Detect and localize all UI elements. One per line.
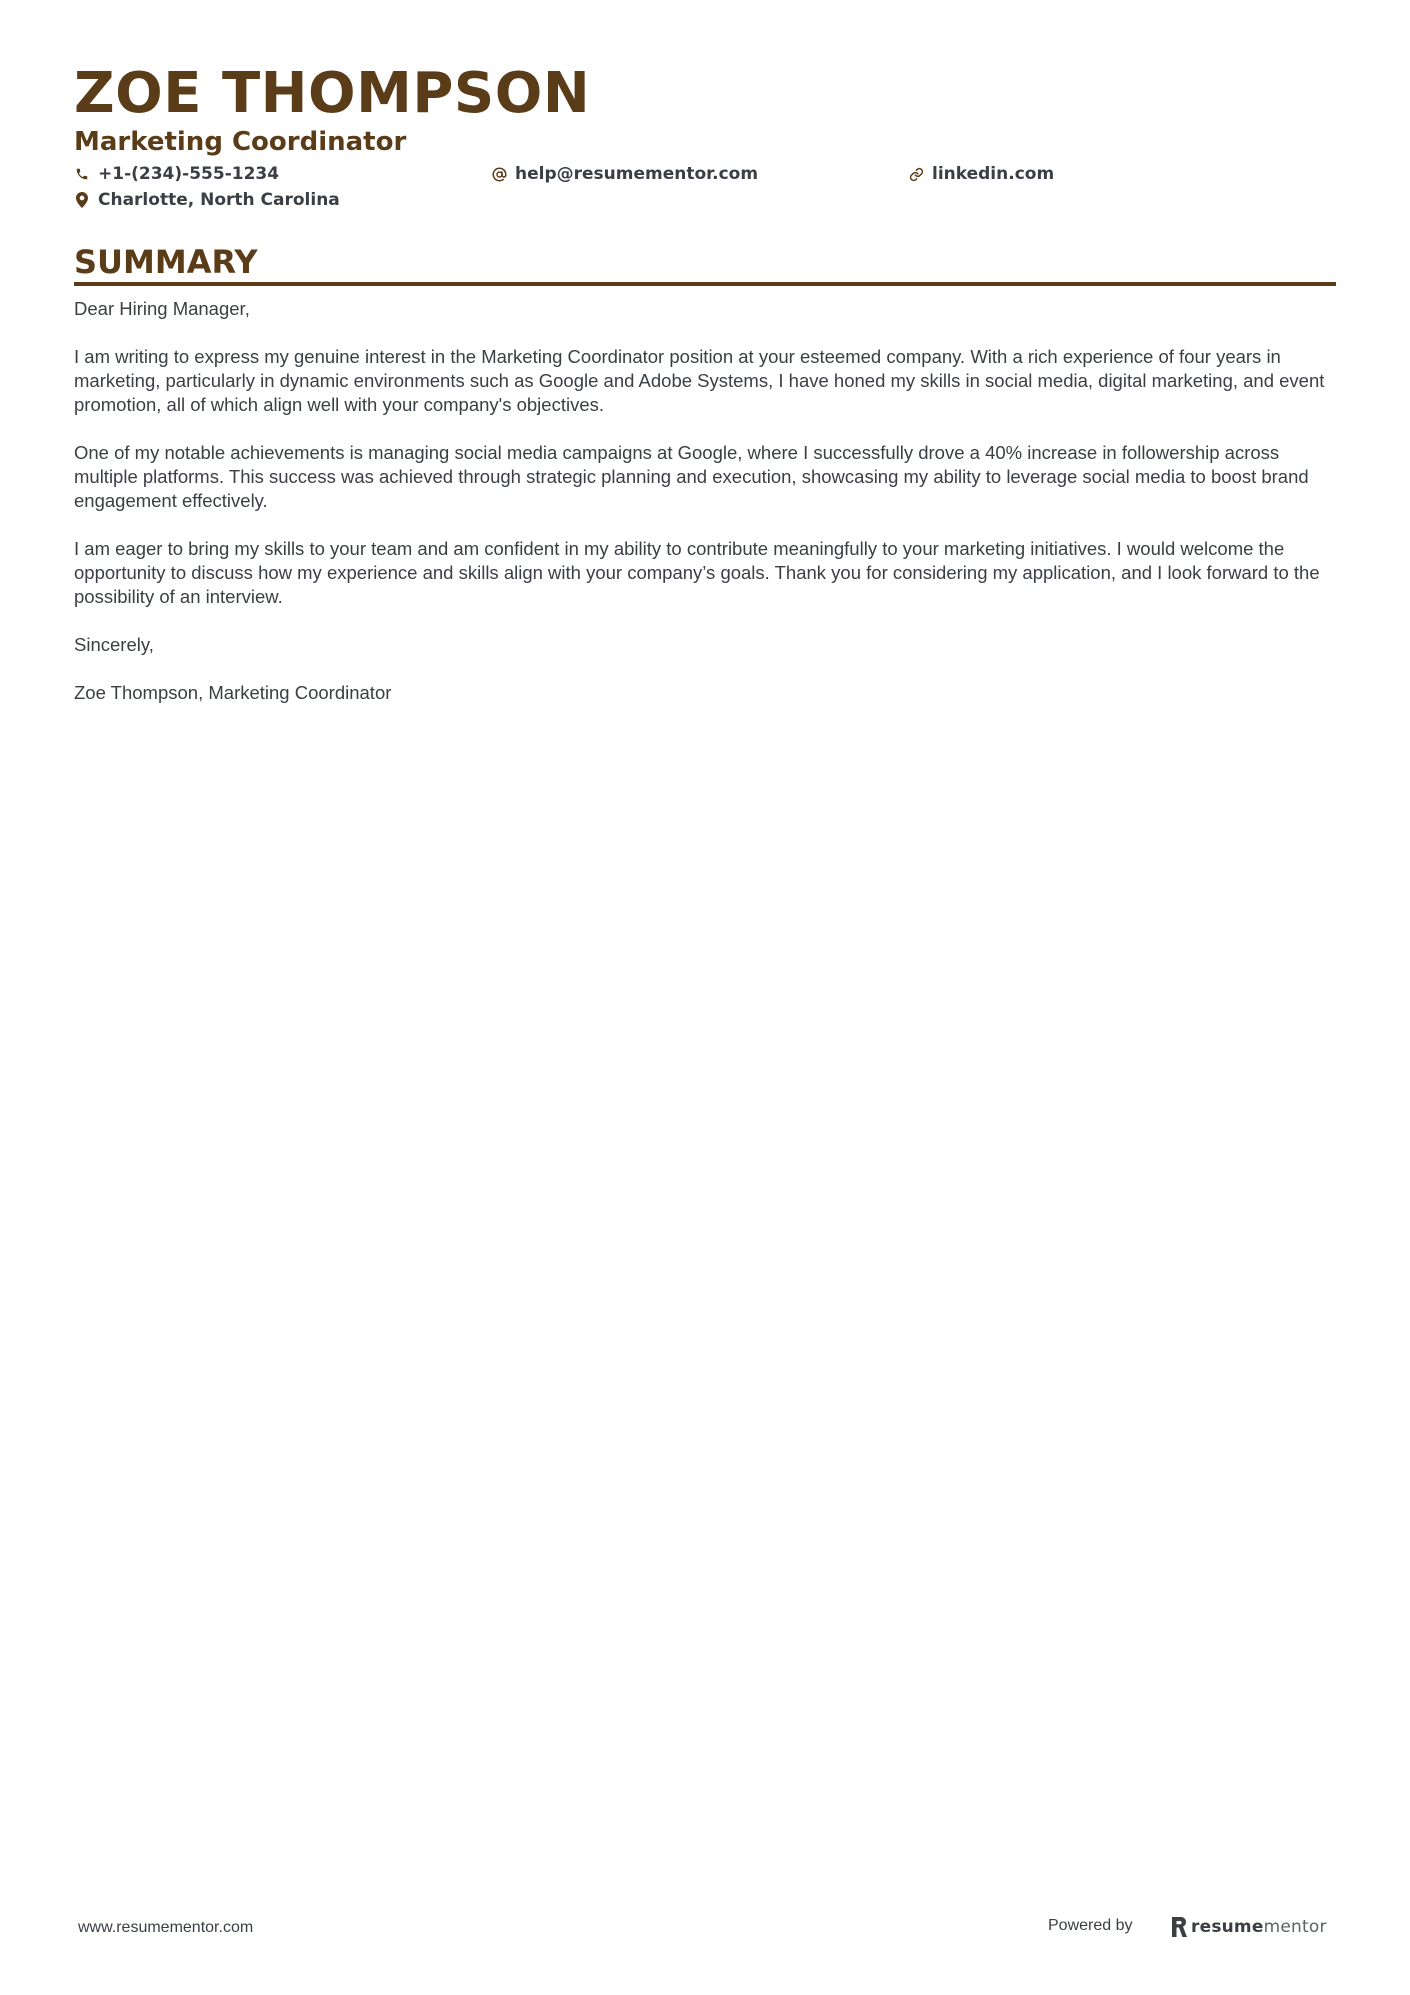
email-link[interactable]: help@resumementor.com [515,164,759,184]
contact-phone [74,162,279,186]
phone-text: +1-(234)-555-1234 [98,164,280,184]
contact-email[interactable] [491,162,758,186]
footer-website-link[interactable]: www.resumementor.com [78,1919,254,1936]
letter-paragraph: I am eager to bring my skills to your team and am confident in my ability to contribute meaningfully to your marketing initiatives. I would welcome the opportunity to discuss how my experience and skills align with your company’s goals. Thank you for considering my application, and I look forward to the possibility of an interview. [74,538,1320,607]
map-pin-icon [74,192,90,208]
resumementor-logo[interactable] [1170,1914,1327,1940]
powered-by-label: Powered by [1048,1917,1133,1934]
section-title-summary: SUMMARY [74,243,258,281]
brand-light: mentor [1263,1917,1327,1937]
letter-body [74,297,1336,729]
candidate-name: ZOE THOMPSON [74,61,591,126]
at-sign-icon [491,166,507,182]
location-text: Charlotte, North Carolina [98,190,340,210]
cover-letter-page [74,0,1336,1995]
link-icon [908,166,924,182]
resumementor-wordmark [1191,1917,1327,1937]
phone-icon [74,166,90,182]
section-divider [74,282,1336,286]
letter-signature: Zoe Thompson, Marketing Coordinator [74,682,392,703]
letter-paragraph: One of my notable achievements is managing social media campaigns at Google, where I successfully drove a 40% increase in followership across multiple platforms. This success was achieved through strategic planning and execution, showcasing my ability to leverage social media to boost brand engagement effectively. [74,442,1309,511]
resumementor-logo-icon [1170,1916,1188,1938]
contact-linkedin[interactable] [908,162,1054,186]
letter-greeting: Dear Hiring Manager, [74,298,250,319]
letter-paragraph: I am writing to express my genuine interest in the Marketing Coordinator position at your esteemed company. With a rich experience of four years in marketing, particularly in dynamic environments such as Google and Adobe Systems, I have honed my skills in social media, digital marketing, and event promotion, all of which align well with your company's objectives. [74,346,1325,415]
linkedin-link[interactable]: linkedin.com [932,164,1055,184]
brand-bold: resume [1191,1917,1264,1937]
letter-closing: Sincerely, [74,634,154,655]
contact-location [74,188,340,212]
candidate-title: Marketing Coordinator [74,127,407,157]
